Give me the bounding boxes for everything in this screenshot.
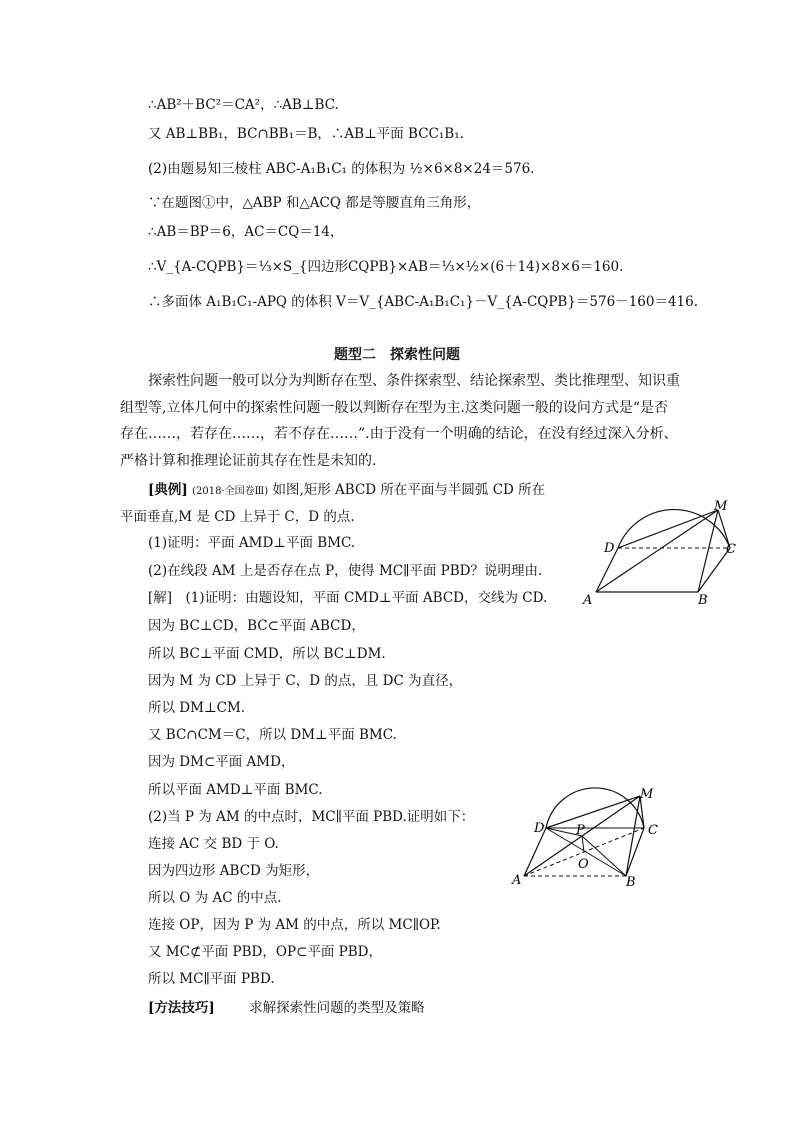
section-title: 题型二 探索性问题 <box>334 347 460 363</box>
semicircle-arc <box>546 788 644 828</box>
proof-line-1: ∴AB²＋BC²＝CA²，∴AB⊥BC. <box>148 97 339 113</box>
solution-line-4: 因为 M 为 CD 上异于 C，D 的点，且 DC 为直径， <box>148 673 463 689</box>
method-tag: [方法技巧] <box>148 1000 215 1016</box>
label-M: M <box>640 787 654 802</box>
edge-DM <box>618 510 718 548</box>
solution-line-1: [解] (1)证明：由题设知，平面 CMD⊥平面 ABCD，交线为 CD. <box>148 590 548 606</box>
solution-line-3: 所以 BC⊥平面 CMD，所以 BC⊥DM. <box>148 646 386 662</box>
example-source: (2018·全国卷Ⅲ) <box>192 486 269 497</box>
solution-line-10: 连接 AC 交 BD 于 O. <box>148 836 279 852</box>
method-heading <box>148 998 425 1018</box>
solution-line-15: 所以 MC∥平面 PBD. <box>148 971 275 987</box>
label-A: A <box>583 593 593 608</box>
example-statement <box>148 480 545 502</box>
label-P: P <box>576 823 585 838</box>
label-A: A <box>512 873 522 888</box>
solution-line-2: 因为 BC⊥CD，BC⊂平面 ABCD， <box>148 618 365 634</box>
proof-line-5: ∴AB＝BP＝6，AC＝CQ＝14， <box>148 224 344 240</box>
figure-1-diagram <box>578 480 768 610</box>
label-B: B <box>626 875 636 890</box>
edge-BC <box>626 828 644 876</box>
intro-paragraph: 探索性问题一般可以分为判断存在型、条件探索型、结论探索型、类比推理型、知识重组型等,立体几何中的探索性问题一般以判断存在型为主.这类问题一般的设问方式是“是否存在……，若存在……，若不存在……”.由于没有一个明确的结论，在没有经过深入分析、严格计算和推理论证前其存在性是未知的. <box>120 373 680 469</box>
solution-line-6: 又 BC∩CM＝C，所以 DM⊥平面 BMC. <box>148 727 397 743</box>
example-line-2: 平面垂直,M 是 CD 上异于 C，D 的点. <box>120 509 355 525</box>
solution-line-9: (2)当 P 为 AM 的中点时，MC∥平面 PBD.证明如下： <box>148 809 475 825</box>
solution-line-12: 所以 O 为 AC 的中点. <box>148 890 282 906</box>
proof-line-3: (2)由题易知三棱柱 ABC-A₁B₁C₁ 的体积为 ½×6×8×24＝576. <box>148 161 535 177</box>
label-C: C <box>726 542 736 557</box>
edge-DM <box>546 796 640 828</box>
solution-line-14: 又 MC⊄平面 PBD，OP⊂平面 PBD， <box>148 944 382 960</box>
solution-line-11: 因为四边形 ABCD 为矩形， <box>148 863 320 879</box>
edge-BM <box>626 796 640 876</box>
solution-line-8: 所以平面 AMD⊥平面 BMC. <box>148 782 323 798</box>
label-O: O <box>578 857 589 872</box>
figure-2-diagram <box>508 780 678 892</box>
label-B: B <box>698 593 708 608</box>
proof-line-2: 又 AB⊥BB₁，BC∩BB₁＝B，∴AB⊥平面 BCC₁B₁. <box>148 126 464 142</box>
proof-line-4: ∵在题图①中，△ABP 和△ACQ 都是等腰直角三角形， <box>148 195 481 211</box>
solution-line-13: 连接 OP，因为 P 为 AM 的中点，所以 MC∥OP. <box>148 917 441 933</box>
label-M: M <box>714 499 728 514</box>
example-question-1: (1)证明：平面 AMD⊥平面 BMC. <box>148 535 356 551</box>
example-tag: [典例] <box>148 482 188 498</box>
solution-line-7: 因为 DM⊂平面 AMD， <box>148 754 295 770</box>
solution-line-5: 所以 DM⊥CM. <box>148 700 246 716</box>
label-C: C <box>648 823 658 838</box>
example-question-2: (2)在线段 AM 上是否存在点 P，使得 MC∥平面 PBD？说明理由. <box>148 563 543 579</box>
proof-line-7: ∴多面体 A₁B₁C₁-APQ 的体积 V＝V_{ABC-A₁B₁C₁}－V_{A-CQPB}＝576－160＝416. <box>148 294 699 310</box>
proof-line-6: ∴V_{A-CQPB}＝⅓×S_{四边形CQPB}×AB＝⅓×½×(6＋14)×8×6＝160. <box>148 259 624 275</box>
label-D: D <box>534 821 545 836</box>
method-title: 求解探索性问题的类型及策略 <box>249 1000 425 1016</box>
edge-BM <box>698 510 718 592</box>
example-line-1: 如图,矩形 ABCD 所在平面与半圆弧 CD 所在 <box>272 482 546 498</box>
label-D: D <box>604 541 615 556</box>
